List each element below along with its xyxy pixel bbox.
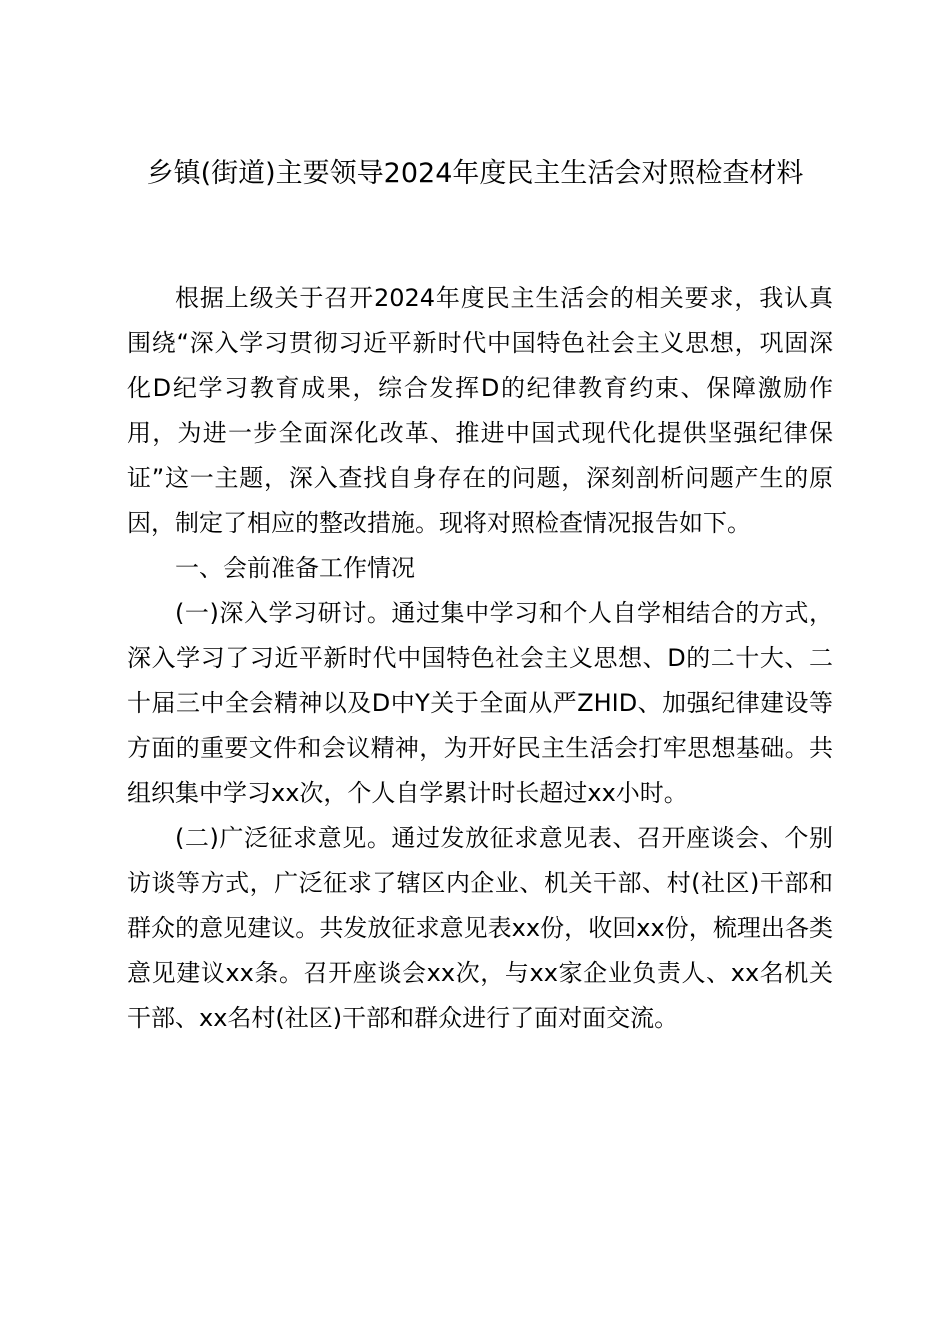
document-title: 乡镇(街道)主要领导2024年度民主生活会对照检查材料 [146,158,804,189]
section-heading-pre-meeting: 一、会前准备工作情况 [175,554,415,582]
intro-paragraph: 根据上级关于召开2024年度民主生活会的相关要求，我认真围绕“深入学习贯彻习近平新时代中国特色社会主义思想，巩固深化D纪学习教育成果，综合发挥D的纪律教育约束、保障激励作用，为进一步全面深化改革、推进中国式现代化提供坚强纪律保证”这一主题，深入查找自身存在的问题，深刻剖析问题产生的原因，制定了相应的整改措施。现将对照检查情况报告如下。 [127,284,833,537]
subsection-opinions-paragraph: (二)广泛征求意见。通过发放征求意见表、召开座谈会、个别访谈等方式，广泛征求了辖区内企业、机关干部、村(社区)干部和群众的意见建议。共发放征求意见表xx份，收回xx份，梳理出各类意见建议xx条。召开座谈会xx次，与xx家企业负责人、xx名机关干部、xx名村(社区)干部和群众进行了面对面交流。 [127,824,833,1032]
subsection-study-paragraph: (一)深入学习研讨。通过集中学习和个人自学相结合的方式，深入学习了习近平新时代中国特色社会主义思想、D的二十大、二十届三中全会精神以及D中Y关于全面从严ZHID、加强纪律建设等方面的重要文件和会议精神，为开好民主生活会打牢思想基础。共组织集中学习xx次，个人自学累计时长超过xx小时。 [127,599,833,807]
document-body [127,276,833,1041]
